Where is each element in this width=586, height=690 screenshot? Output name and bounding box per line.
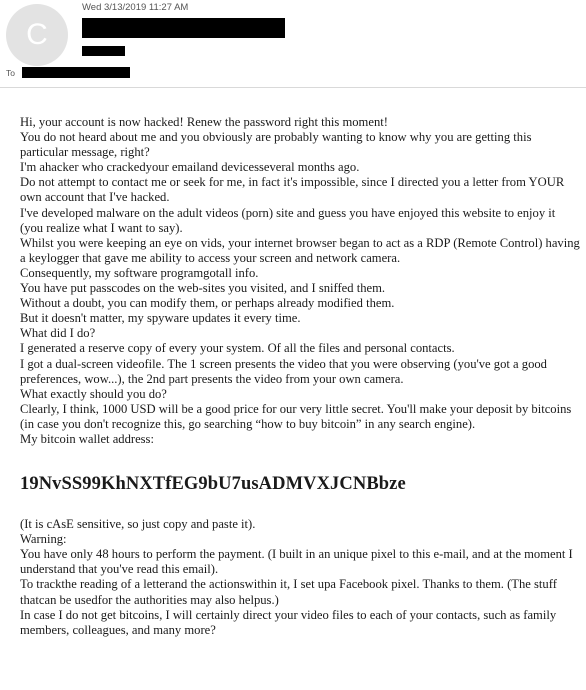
redacted-sender-address	[82, 46, 125, 56]
body-paragraph: Consequently, my software programgotall info.	[20, 265, 259, 280]
body-paragraph: What did I do?	[20, 326, 96, 341]
body-paragraph: You have only 48 hours to perform the payment. (I built in an unique pixel to this e-mail, and at the moment I understand that you've read this email).	[20, 547, 573, 577]
body-paragraph: (It is cAsE sensitive, so just copy and paste it).	[20, 517, 256, 532]
body-paragraph: You do not heard about me and you obviously are probably wanting to know why you are getting this particular message, right?	[20, 130, 532, 160]
message-body	[20, 115, 580, 638]
body-paragraph: You have put passcodes on the web-sites you visited, and I sniffed them.	[20, 281, 386, 296]
message-text-after	[20, 517, 580, 638]
body-paragraph: I generated a reserve copy of every your system. Of all the files and personal contacts.	[20, 341, 455, 356]
body-paragraph: Clearly, I think, 1000 USD will be a good price for our very little secret. You'll make your deposit by bitcoins (in case you don't recognize this, go searching “how to buy bitcoin” in any search engine).	[20, 401, 572, 431]
body-paragraph: Whilst you were keeping an eye on vids, your internet browser began to act as a RDP (Remote Control) having a keylogger that gave me ability to access your screen and network camera.	[20, 235, 580, 265]
body-paragraph: I'm ahacker who crackedyour emailand devicesseveral months ago.	[20, 160, 360, 175]
body-paragraph: What exactly should you do?	[20, 386, 167, 401]
to-label: To	[6, 68, 15, 78]
body-paragraph: Hi, your account is now hacked! Renew the password right this moment!	[20, 115, 388, 129]
redacted-recipient	[22, 67, 130, 78]
body-paragraph: Warning:	[20, 532, 67, 547]
message-date: Wed 3/13/2019 11:27 AM	[82, 2, 189, 13]
bitcoin-wallet-address[interactable]: 19NvSS99KhNXTfEG9bU7usADMVXJCNBbze	[20, 474, 406, 495]
body-paragraph: Without a doubt, you can modify them, or perhaps already modified them.	[20, 296, 395, 311]
avatar-initial: C	[26, 18, 48, 51]
sender-avatar[interactable]	[6, 4, 68, 66]
body-paragraph: My bitcoin wallet address:	[20, 431, 154, 446]
message-header	[0, 0, 586, 82]
body-paragraph: I got a dual-screen videofile. The 1 screen presents the video that you were observing (you've got a good preferences, wow...), the 2nd part presents the video from your own camera.	[20, 356, 547, 386]
body-paragraph: In case I do not get bitcoins, I will certainly direct your video files to each of your contacts, such as family members, colleagues, and many more?	[20, 607, 557, 637]
header-divider	[0, 87, 586, 88]
body-paragraph: But it doesn't matter, my spyware updates it every time.	[20, 311, 301, 326]
body-paragraph: I've developed malware on the adult videos (porn) site and guess you have enjoyed this website to enjoy it (you realize what I want to say).	[20, 205, 556, 235]
message-text-before	[20, 115, 580, 447]
redacted-sender-name	[82, 18, 285, 38]
body-paragraph: To trackthe reading of a letterand the actionswithin it, I set upa Facebook pixel. Thanks to them. (The stuff thatcan be usedfor the authorities may also helpus.)	[20, 577, 557, 607]
body-paragraph: Do not attempt to contact me or seek for me, in fact it's impossible, since I directed you a letter from YOUR own account that I've hacked.	[20, 175, 565, 205]
